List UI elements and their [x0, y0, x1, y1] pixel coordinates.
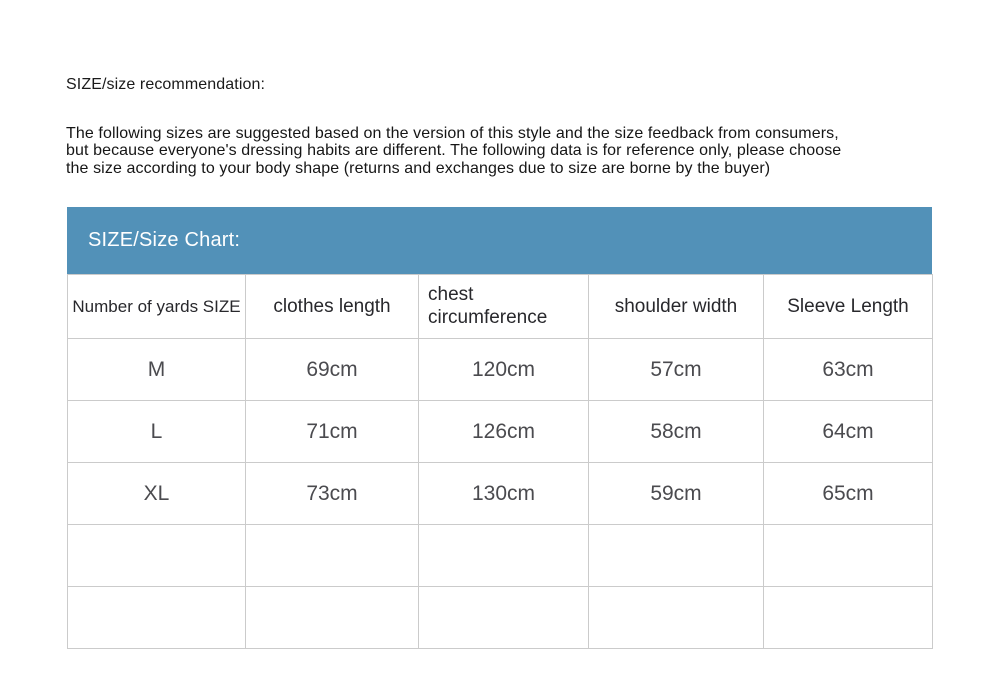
table-cell: 58cm	[589, 401, 764, 463]
table-cell: 65cm	[764, 463, 933, 525]
size-chart-title: SIZE/Size Chart:	[88, 229, 241, 251]
table-cell: M	[68, 339, 246, 401]
table-row-xl	[68, 463, 933, 525]
size-chart-section	[67, 207, 932, 649]
description-line: the size according to your body shape (returns and exchanges due to size are borne by the buyer)	[66, 159, 771, 177]
table-cell: 64cm	[764, 401, 933, 463]
column-header-clothes-length: clothes length	[246, 275, 419, 339]
table-row-l	[68, 401, 933, 463]
table-row-empty	[68, 525, 933, 587]
table-cell	[419, 587, 589, 649]
table-cell	[589, 587, 764, 649]
table-row-empty	[68, 587, 933, 649]
table-header-row	[68, 275, 933, 339]
table-cell: 71cm	[246, 401, 419, 463]
table-cell: 69cm	[246, 339, 419, 401]
size-chart-header-bar	[67, 207, 932, 274]
table-cell	[246, 587, 419, 649]
table-cell: L	[68, 401, 246, 463]
table-cell	[764, 525, 933, 587]
table-cell	[68, 525, 246, 587]
table-cell: XL	[68, 463, 246, 525]
table-cell	[68, 587, 246, 649]
table-cell: 73cm	[246, 463, 419, 525]
column-header-shoulder-width: shoulder width	[589, 275, 764, 339]
page-title: SIZE/size recommendation:	[66, 76, 266, 93]
column-header-chest-circumference: chest circumference	[419, 275, 589, 339]
table-cell	[764, 587, 933, 649]
description-line: but because everyone's dressing habits are different. The following data is for reference only, please choose	[66, 142, 842, 160]
size-chart-table	[67, 274, 933, 649]
table-cell: 126cm	[419, 401, 589, 463]
table-cell: 120cm	[419, 339, 589, 401]
table-cell: 63cm	[764, 339, 933, 401]
table-cell	[419, 525, 589, 587]
table-cell: 59cm	[589, 463, 764, 525]
table-row-m	[68, 339, 933, 401]
table-cell	[246, 525, 419, 587]
column-header-sleeve-length: Sleeve Length	[764, 275, 933, 339]
size-recommendation-text	[66, 125, 956, 177]
description-line: The following sizes are suggested based on the version of this style and the size feedback from consumers,	[66, 125, 839, 142]
table-cell: 130cm	[419, 463, 589, 525]
table-cell: 57cm	[589, 339, 764, 401]
table-cell	[589, 525, 764, 587]
column-header-size: Number of yards SIZE	[68, 275, 246, 339]
